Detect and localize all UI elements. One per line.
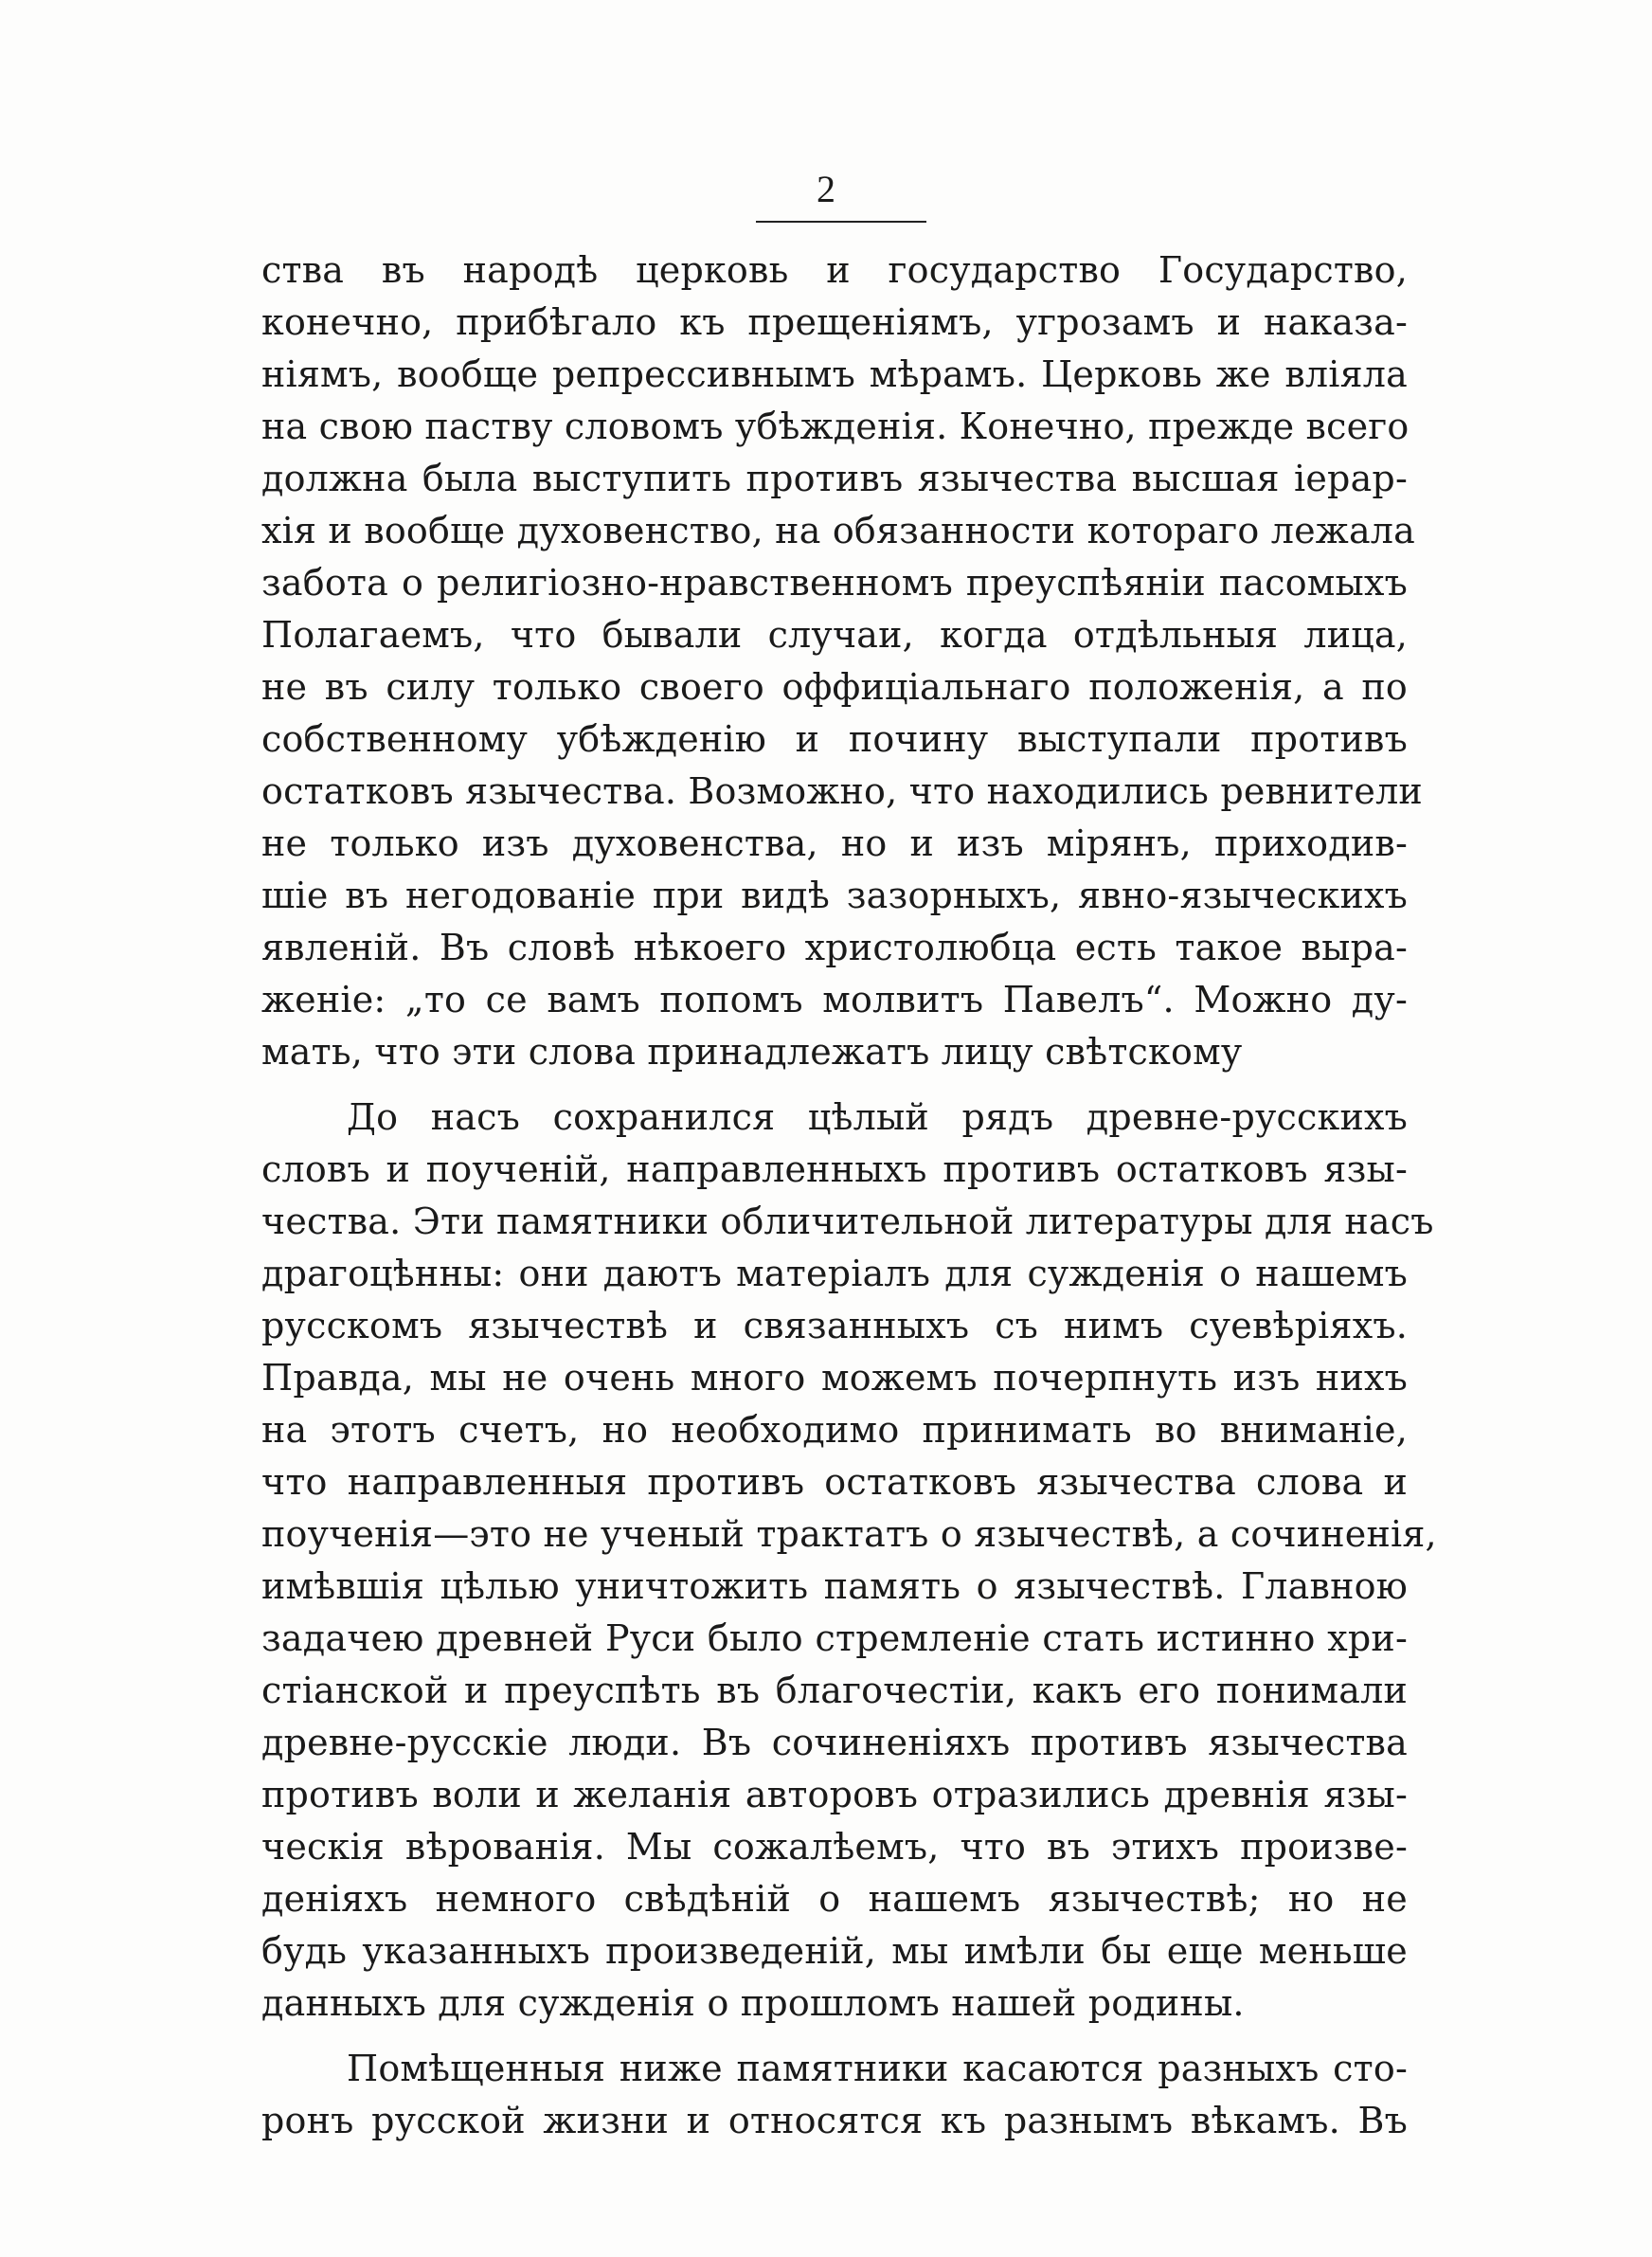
text-line: русскомъ язычествѣ и связанныхъ съ нимъ суевѣріяхъ.	[261, 1305, 1408, 1346]
text-line: хія и вообще духовенство, на обязанности котораго лежала	[261, 510, 1415, 551]
text-line: шіе въ негодованіе при видѣ зазорныхъ, явно-языческихъ	[261, 875, 1408, 916]
text-line: должна была выступить противъ язычества высшая іерар-	[261, 458, 1408, 499]
paragraph-3	[261, 2043, 1408, 2147]
text-line: ческія вѣрованія. Мы сожалѣемъ, что въ этихъ произве-	[261, 1826, 1408, 1868]
text-line: на свою паству словомъ убѣжденія. Конечно, прежде всего	[261, 406, 1410, 447]
text-line: не только изъ духовенства, но и изъ мірянъ, приходив-	[261, 822, 1408, 864]
text-line: словъ и поученій, направленныхъ противъ остатковъ язы-	[261, 1148, 1408, 1190]
text-line: противъ воли и желанія авторовъ отразились древнія язы-	[261, 1774, 1408, 1815]
text-line: ства въ народѣ церковь и государство Государство,	[261, 249, 1408, 291]
text-line: Правда, мы не очень много можемъ почерпнуть изъ нихъ	[261, 1357, 1408, 1399]
text-line: Полагаемъ, что бывали случаи, когда отдѣльныя лица,	[261, 614, 1408, 656]
text-line: задачею древней Руси было стремленіе стать истинно хри-	[261, 1617, 1408, 1659]
text-line: драгоцѣнны: они даютъ матеріалъ для сужденія о нашемъ	[261, 1253, 1408, 1294]
text-line: явленій. Въ словѣ нѣкоего христолюбца есть такое выра-	[261, 927, 1408, 968]
text-line: деніяхъ немного свѣдѣній о нашемъ язычествѣ; но не	[261, 1878, 1408, 1920]
paragraph-gap	[261, 2030, 1408, 2043]
text-line: что направленныя противъ остатковъ язычества слова и	[261, 1461, 1408, 1503]
text-line: ніямъ, вообще репрессивнымъ мѣрамъ. Церковь же вліяла	[261, 353, 1408, 395]
body-text	[261, 244, 1437, 2147]
text-line: остатковъ язычества. Возможно, что находились ревнители	[261, 770, 1423, 812]
text-line: данныхъ для сужденія о прошломъ нашей родины.	[261, 1982, 1245, 2024]
page-number-rule	[756, 221, 926, 223]
text-line: стіанской и преуспѣть въ благочестіи, какъ его понимали	[261, 1670, 1408, 1711]
text-line: собственному убѣжденію и почину выступали противъ	[261, 718, 1408, 760]
text-line: на этотъ счетъ, но необходимо принимать во вниманіе,	[261, 1409, 1408, 1451]
text-line: До насъ сохранился цѣлый рядъ древне-русскихъ	[347, 1096, 1408, 1138]
text-line: женіе: „то се вамъ попомъ молвитъ Павелъ“. Можно ду-	[261, 979, 1408, 1020]
text-line: не въ силу только своего оффиціальнаго положенія, а по	[261, 666, 1408, 708]
text-line: чества. Эти памятники обличительной литературы для насъ	[261, 1201, 1434, 1242]
text-line: конечно, прибѣгало къ прещеніямъ, угрозамъ и наказа-	[261, 301, 1408, 343]
paragraph-1	[261, 244, 1423, 1078]
page-number: 2	[817, 168, 835, 210]
text-line: поученія—это не ученый трактатъ о язычествѣ, а сочиненія,	[261, 1513, 1437, 1555]
text-line: забота о религіозно-нравственномъ преуспѣяніи пасомыхъ	[261, 562, 1408, 604]
paragraph-gap	[261, 1078, 1408, 1092]
paragraph-2	[261, 1092, 1437, 2030]
text-line: древне-русскіе люди. Въ сочиненіяхъ противъ язычества	[261, 1722, 1408, 1763]
text-line: мать, что эти слова принадлежатъ лицу свѣтскому	[261, 1031, 1243, 1073]
text-line: Помѣщенныя ниже памятники касаются разныхъ сто-	[347, 2048, 1408, 2089]
text-line: ронъ русской жизни и относятся къ разнымъ вѣкамъ. Въ	[261, 2100, 1408, 2141]
text-line: будь указанныхъ произведеній, мы имѣли бы еще меньше	[261, 1930, 1408, 1972]
text-line: имѣвшія цѣлью уничтожить память о язычествѣ. Главною	[261, 1565, 1408, 1607]
